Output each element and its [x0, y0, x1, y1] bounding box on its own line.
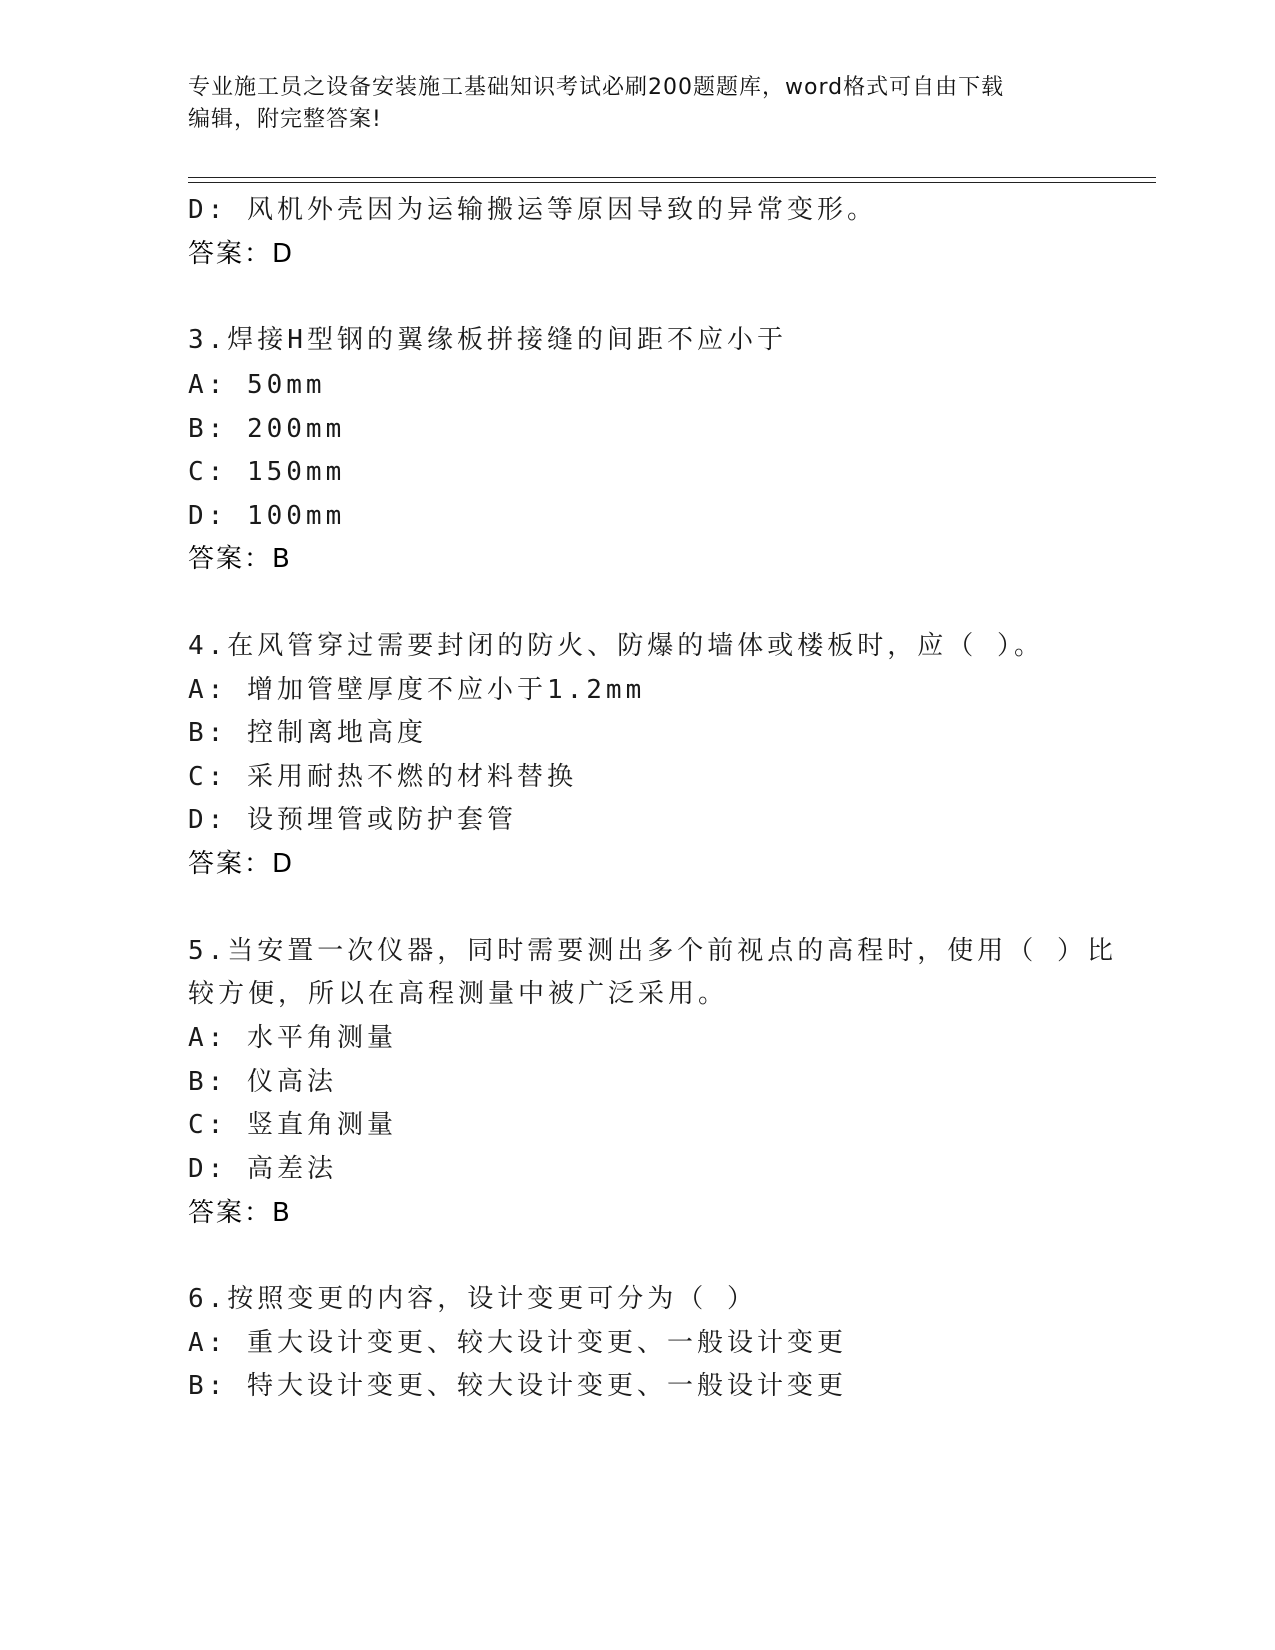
- q6-option-b: B: 特大设计变更、较大设计变更、一般设计变更: [188, 1371, 847, 1401]
- q4-option-b: B: 控制离地高度: [188, 718, 427, 748]
- q3-option-c: C: 150mm: [188, 457, 346, 487]
- q5-option-a: A: 水平角测量: [188, 1023, 397, 1053]
- q6-option-a: A: 重大设计变更、较大设计变更、一般设计变更: [188, 1328, 847, 1358]
- q5-answer: 答案：B: [188, 1198, 292, 1228]
- q6-question: 6.按照变更的内容，设计变更可分为（ ）: [188, 1284, 757, 1314]
- q2-option-d: D: 风机外壳因为运输搬运等原因导致的异常变形。: [188, 195, 877, 225]
- document-header: [188, 72, 1088, 136]
- header-title-line-2: 编辑，附完整答案!: [188, 107, 382, 132]
- header-title-line-1: 专业施工员之设备安装施工基础知识考试必刷200题题库，word格式可自由下载: [188, 75, 1005, 100]
- q4-option-a: A: 增加管壁厚度不应小于1.2mm: [188, 675, 646, 705]
- q3-answer: 答案：B: [188, 544, 292, 574]
- q3-option-a: A: 50mm: [188, 370, 326, 400]
- q3-question: 3.焊接H型钢的翼缘板拼接缝的间距不应小于: [188, 325, 787, 355]
- q5-question-line-1: 5.当安置一次仪器，同时需要测出多个前视点的高程时，使用（ ）比: [188, 936, 1117, 966]
- header-divider-bottom: [188, 182, 1156, 183]
- q4-question: 4.在风管穿过需要封闭的防火、防爆的墙体或楼板时，应（ ）。: [188, 631, 1044, 661]
- q5-option-d: D: 高差法: [188, 1154, 337, 1184]
- q5-question-line-2: 较方便，所以在高程测量中被广泛采用。: [188, 979, 729, 1009]
- q4-answer: 答案：D: [188, 849, 295, 879]
- q4-option-d: D: 设预埋管或防护套管: [188, 805, 517, 835]
- q2-answer: 答案：D: [188, 239, 295, 269]
- q5-option-c: C: 竖直角测量: [188, 1110, 397, 1140]
- q3-option-d: D: 100mm: [188, 501, 346, 531]
- q5-option-b: B: 仪高法: [188, 1067, 337, 1097]
- q4-option-c: C: 采用耐热不燃的材料替换: [188, 762, 577, 792]
- q3-option-b: B: 200mm: [188, 414, 346, 444]
- header-divider-top: [188, 177, 1156, 178]
